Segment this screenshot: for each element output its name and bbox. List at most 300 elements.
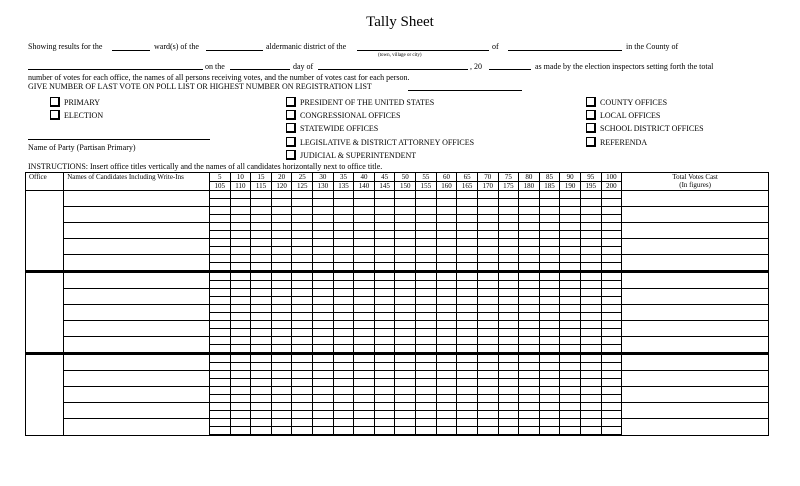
- tally-cell[interactable]: [457, 272, 478, 281]
- tally-cell[interactable]: [436, 223, 457, 231]
- tally-cell[interactable]: [477, 371, 498, 379]
- tally-cell[interactable]: [313, 337, 334, 345]
- tally-cell[interactable]: [601, 281, 622, 289]
- office-cell[interactable]: [26, 191, 64, 272]
- tally-cell[interactable]: [313, 427, 334, 436]
- tally-cell[interactable]: [601, 191, 622, 199]
- tally-cell[interactable]: [333, 427, 354, 436]
- tally-cell[interactable]: [416, 329, 437, 337]
- tally-cell[interactable]: [580, 239, 601, 247]
- tally-cell[interactable]: [313, 411, 334, 419]
- tally-cell[interactable]: [292, 379, 313, 387]
- tally-cell[interactable]: [560, 363, 581, 371]
- tally-cell[interactable]: [251, 255, 272, 263]
- tally-cell[interactable]: [374, 345, 395, 354]
- tally-cell[interactable]: [292, 395, 313, 403]
- tally-cell[interactable]: [457, 297, 478, 305]
- tally-cell[interactable]: [292, 345, 313, 354]
- tally-cell[interactable]: [313, 281, 334, 289]
- option-primary[interactable]: PRIMARY: [50, 98, 100, 108]
- tally-cell[interactable]: [560, 239, 581, 247]
- tally-cell[interactable]: [374, 329, 395, 337]
- tally-cell[interactable]: [580, 354, 601, 363]
- tally-cell[interactable]: [416, 255, 437, 263]
- tally-cell[interactable]: [457, 305, 478, 313]
- tally-cell[interactable]: [313, 354, 334, 363]
- tally-cell[interactable]: [251, 313, 272, 321]
- tally-cell[interactable]: [560, 297, 581, 305]
- tally-cell[interactable]: [539, 215, 560, 223]
- tally-cell[interactable]: [416, 247, 437, 255]
- tally-cell[interactable]: [580, 411, 601, 419]
- tally-cell[interactable]: [580, 255, 601, 263]
- option-congressional[interactable]: CONGRESSIONAL OFFICES: [286, 111, 400, 121]
- tally-cell[interactable]: [416, 321, 437, 329]
- tally-cell[interactable]: [374, 215, 395, 223]
- tally-cell[interactable]: [251, 297, 272, 305]
- tally-cell[interactable]: [601, 363, 622, 371]
- tally-cell[interactable]: [230, 345, 251, 354]
- tally-cell[interactable]: [436, 215, 457, 223]
- tally-cell[interactable]: [251, 305, 272, 313]
- tally-cell[interactable]: [498, 305, 519, 313]
- tally-cell[interactable]: [292, 263, 313, 272]
- tally-cell[interactable]: [519, 321, 540, 329]
- tally-cell[interactable]: [209, 411, 230, 419]
- tally-cell[interactable]: [498, 337, 519, 345]
- tally-cell[interactable]: [395, 387, 416, 395]
- tally-cell[interactable]: [395, 411, 416, 419]
- tally-cell[interactable]: [498, 297, 519, 305]
- tally-cell[interactable]: [292, 411, 313, 419]
- tally-cell[interactable]: [601, 371, 622, 379]
- party-field[interactable]: [28, 139, 210, 140]
- tally-cell[interactable]: [539, 419, 560, 427]
- tally-cell[interactable]: [230, 199, 251, 207]
- tally-cell[interactable]: [333, 419, 354, 427]
- tally-cell[interactable]: [539, 247, 560, 255]
- total-votes-cell[interactable]: [622, 321, 769, 337]
- tally-cell[interactable]: [580, 289, 601, 297]
- tally-cell[interactable]: [560, 255, 581, 263]
- tally-cell[interactable]: [209, 395, 230, 403]
- total-votes-cell[interactable]: [622, 289, 769, 305]
- tally-cell[interactable]: [539, 371, 560, 379]
- tally-cell[interactable]: [457, 215, 478, 223]
- option-judicial[interactable]: JUDICIAL & SUPERINTENDENT: [286, 151, 416, 161]
- tally-cell[interactable]: [457, 329, 478, 337]
- tally-cell[interactable]: [477, 289, 498, 297]
- tally-cell[interactable]: [601, 231, 622, 239]
- tally-cell[interactable]: [519, 207, 540, 215]
- tally-cell[interactable]: [292, 321, 313, 329]
- tally-cell[interactable]: [519, 223, 540, 231]
- tally-cell[interactable]: [333, 289, 354, 297]
- tally-cell[interactable]: [251, 272, 272, 281]
- tally-cell[interactable]: [436, 379, 457, 387]
- tally-cell[interactable]: [354, 239, 375, 247]
- tally-cell[interactable]: [333, 379, 354, 387]
- tally-cell[interactable]: [519, 297, 540, 305]
- tally-cell[interactable]: [354, 379, 375, 387]
- tally-cell[interactable]: [416, 419, 437, 427]
- tally-cell[interactable]: [457, 289, 478, 297]
- tally-cell[interactable]: [230, 247, 251, 255]
- total-votes-cell[interactable]: [622, 207, 769, 223]
- tally-cell[interactable]: [271, 305, 292, 313]
- tally-cell[interactable]: [601, 255, 622, 263]
- tally-cell[interactable]: [477, 272, 498, 281]
- tally-cell[interactable]: [560, 313, 581, 321]
- tally-cell[interactable]: [395, 263, 416, 272]
- tally-cell[interactable]: [539, 354, 560, 363]
- tally-cell[interactable]: [601, 199, 622, 207]
- tally-cell[interactable]: [580, 427, 601, 436]
- tally-cell[interactable]: [354, 337, 375, 345]
- tally-cell[interactable]: [519, 247, 540, 255]
- tally-cell[interactable]: [580, 305, 601, 313]
- total-votes-cell[interactable]: [622, 354, 769, 371]
- tally-cell[interactable]: [230, 313, 251, 321]
- tally-cell[interactable]: [457, 419, 478, 427]
- tally-cell[interactable]: [416, 215, 437, 223]
- tally-cell[interactable]: [416, 263, 437, 272]
- tally-cell[interactable]: [519, 403, 540, 411]
- tally-cell[interactable]: [230, 231, 251, 239]
- tally-cell[interactable]: [457, 379, 478, 387]
- tally-cell[interactable]: [539, 313, 560, 321]
- tally-cell[interactable]: [209, 379, 230, 387]
- tally-cell[interactable]: [333, 313, 354, 321]
- tally-cell[interactable]: [601, 247, 622, 255]
- tally-cell[interactable]: [313, 297, 334, 305]
- tally-cell[interactable]: [395, 427, 416, 436]
- tally-cell[interactable]: [395, 289, 416, 297]
- tally-cell[interactable]: [580, 199, 601, 207]
- candidate-name-cell[interactable]: [64, 272, 210, 289]
- tally-cell[interactable]: [436, 363, 457, 371]
- tally-cell[interactable]: [395, 321, 416, 329]
- tally-cell[interactable]: [354, 313, 375, 321]
- total-votes-cell[interactable]: [622, 272, 769, 289]
- tally-cell[interactable]: [313, 231, 334, 239]
- tally-cell[interactable]: [580, 191, 601, 199]
- tally-cell[interactable]: [271, 371, 292, 379]
- tally-cell[interactable]: [539, 255, 560, 263]
- tally-cell[interactable]: [230, 403, 251, 411]
- tally-cell[interactable]: [354, 223, 375, 231]
- tally-cell[interactable]: [313, 395, 334, 403]
- tally-cell[interactable]: [580, 223, 601, 231]
- tally-cell[interactable]: [251, 239, 272, 247]
- tally-cell[interactable]: [395, 255, 416, 263]
- tally-cell[interactable]: [477, 207, 498, 215]
- tally-cell[interactable]: [477, 321, 498, 329]
- tally-cell[interactable]: [271, 247, 292, 255]
- tally-cell[interactable]: [374, 387, 395, 395]
- tally-cell[interactable]: [477, 345, 498, 354]
- tally-cell[interactable]: [519, 411, 540, 419]
- tally-cell[interactable]: [416, 223, 437, 231]
- tally-cell[interactable]: [601, 207, 622, 215]
- tally-cell[interactable]: [251, 329, 272, 337]
- tally-cell[interactable]: [333, 411, 354, 419]
- tally-cell[interactable]: [230, 281, 251, 289]
- tally-cell[interactable]: [292, 419, 313, 427]
- tally-cell[interactable]: [580, 263, 601, 272]
- tally-cell[interactable]: [416, 207, 437, 215]
- tally-cell[interactable]: [601, 395, 622, 403]
- tally-cell[interactable]: [457, 255, 478, 263]
- tally-cell[interactable]: [560, 321, 581, 329]
- tally-cell[interactable]: [230, 411, 251, 419]
- candidate-name-cell[interactable]: [64, 239, 210, 255]
- tally-cell[interactable]: [436, 321, 457, 329]
- tally-cell[interactable]: [374, 313, 395, 321]
- tally-cell[interactable]: [580, 215, 601, 223]
- tally-cell[interactable]: [519, 313, 540, 321]
- tally-cell[interactable]: [333, 395, 354, 403]
- tally-cell[interactable]: [230, 395, 251, 403]
- tally-cell[interactable]: [333, 255, 354, 263]
- tally-cell[interactable]: [539, 403, 560, 411]
- candidate-name-cell[interactable]: [64, 387, 210, 403]
- tally-cell[interactable]: [601, 313, 622, 321]
- tally-cell[interactable]: [354, 411, 375, 419]
- tally-cell[interactable]: [354, 255, 375, 263]
- tally-cell[interactable]: [601, 419, 622, 427]
- tally-cell[interactable]: [498, 395, 519, 403]
- tally-cell[interactable]: [230, 255, 251, 263]
- tally-cell[interactable]: [395, 419, 416, 427]
- tally-cell[interactable]: [498, 191, 519, 199]
- tally-cell[interactable]: [271, 345, 292, 354]
- tally-cell[interactable]: [539, 321, 560, 329]
- county-municipality-field[interactable]: [508, 50, 622, 51]
- tally-cell[interactable]: [271, 411, 292, 419]
- tally-cell[interactable]: [292, 199, 313, 207]
- tally-cell[interactable]: [457, 345, 478, 354]
- tally-cell[interactable]: [477, 419, 498, 427]
- tally-cell[interactable]: [519, 263, 540, 272]
- total-votes-cell[interactable]: [622, 223, 769, 239]
- last-vote-field[interactable]: [408, 90, 522, 91]
- tally-cell[interactable]: [333, 371, 354, 379]
- tally-cell[interactable]: [560, 272, 581, 281]
- tally-cell[interactable]: [271, 419, 292, 427]
- tally-cell[interactable]: [292, 289, 313, 297]
- tally-cell[interactable]: [498, 263, 519, 272]
- candidate-name-cell[interactable]: [64, 305, 210, 321]
- tally-cell[interactable]: [374, 395, 395, 403]
- candidate-name-cell[interactable]: [64, 191, 210, 207]
- tally-cell[interactable]: [374, 223, 395, 231]
- tally-cell[interactable]: [477, 387, 498, 395]
- tally-cell[interactable]: [498, 215, 519, 223]
- tally-cell[interactable]: [333, 223, 354, 231]
- tally-cell[interactable]: [271, 337, 292, 345]
- tally-cell[interactable]: [560, 419, 581, 427]
- tally-cell[interactable]: [539, 263, 560, 272]
- tally-cell[interactable]: [416, 345, 437, 354]
- tally-cell[interactable]: [436, 403, 457, 411]
- tally-cell[interactable]: [519, 215, 540, 223]
- tally-cell[interactable]: [416, 305, 437, 313]
- total-votes-cell[interactable]: [622, 337, 769, 354]
- tally-cell[interactable]: [292, 281, 313, 289]
- tally-cell[interactable]: [374, 297, 395, 305]
- tally-cell[interactable]: [498, 321, 519, 329]
- office-cell[interactable]: [26, 272, 64, 354]
- tally-cell[interactable]: [251, 379, 272, 387]
- tally-cell[interactable]: [539, 363, 560, 371]
- tally-cell[interactable]: [477, 395, 498, 403]
- municipality-field[interactable]: [357, 50, 489, 51]
- tally-cell[interactable]: [519, 289, 540, 297]
- tally-cell[interactable]: [374, 263, 395, 272]
- option-school-district[interactable]: SCHOOL DISTRICT OFFICES: [586, 124, 704, 134]
- candidate-name-cell[interactable]: [64, 419, 210, 436]
- tally-cell[interactable]: [354, 427, 375, 436]
- tally-cell[interactable]: [539, 199, 560, 207]
- tally-cell[interactable]: [477, 191, 498, 199]
- tally-cell[interactable]: [333, 387, 354, 395]
- candidate-name-cell[interactable]: [64, 337, 210, 354]
- tally-cell[interactable]: [416, 387, 437, 395]
- tally-cell[interactable]: [457, 223, 478, 231]
- tally-cell[interactable]: [251, 199, 272, 207]
- tally-cell[interactable]: [333, 281, 354, 289]
- tally-cell[interactable]: [457, 337, 478, 345]
- tally-cell[interactable]: [519, 239, 540, 247]
- tally-cell[interactable]: [271, 191, 292, 199]
- tally-cell[interactable]: [374, 272, 395, 281]
- tally-cell[interactable]: [560, 379, 581, 387]
- tally-cell[interactable]: [230, 289, 251, 297]
- tally-cell[interactable]: [292, 191, 313, 199]
- tally-cell[interactable]: [374, 354, 395, 363]
- tally-cell[interactable]: [395, 345, 416, 354]
- tally-cell[interactable]: [395, 272, 416, 281]
- tally-cell[interactable]: [395, 281, 416, 289]
- tally-cell[interactable]: [251, 411, 272, 419]
- tally-cell[interactable]: [519, 272, 540, 281]
- tally-cell[interactable]: [230, 371, 251, 379]
- tally-cell[interactable]: [374, 239, 395, 247]
- tally-cell[interactable]: [251, 419, 272, 427]
- tally-cell[interactable]: [519, 281, 540, 289]
- tally-cell[interactable]: [498, 371, 519, 379]
- tally-cell[interactable]: [374, 199, 395, 207]
- tally-cell[interactable]: [251, 337, 272, 345]
- tally-cell[interactable]: [580, 247, 601, 255]
- ward-field[interactable]: [112, 50, 150, 51]
- tally-cell[interactable]: [333, 207, 354, 215]
- tally-cell[interactable]: [251, 387, 272, 395]
- tally-cell[interactable]: [313, 379, 334, 387]
- tally-cell[interactable]: [416, 379, 437, 387]
- tally-cell[interactable]: [230, 207, 251, 215]
- tally-cell[interactable]: [539, 191, 560, 199]
- tally-cell[interactable]: [539, 379, 560, 387]
- tally-cell[interactable]: [580, 419, 601, 427]
- tally-cell[interactable]: [560, 403, 581, 411]
- tally-cell[interactable]: [519, 379, 540, 387]
- tally-cell[interactable]: [477, 263, 498, 272]
- tally-cell[interactable]: [580, 403, 601, 411]
- tally-cell[interactable]: [333, 337, 354, 345]
- candidate-name-cell[interactable]: [64, 223, 210, 239]
- tally-cell[interactable]: [601, 263, 622, 272]
- tally-cell[interactable]: [601, 403, 622, 411]
- tally-cell[interactable]: [354, 191, 375, 199]
- tally-cell[interactable]: [230, 305, 251, 313]
- tally-cell[interactable]: [477, 329, 498, 337]
- tally-cell[interactable]: [209, 191, 230, 199]
- tally-cell[interactable]: [230, 379, 251, 387]
- tally-cell[interactable]: [498, 345, 519, 354]
- tally-cell[interactable]: [209, 305, 230, 313]
- tally-cell[interactable]: [457, 281, 478, 289]
- tally-cell[interactable]: [313, 305, 334, 313]
- tally-cell[interactable]: [354, 297, 375, 305]
- tally-cell[interactable]: [209, 321, 230, 329]
- tally-cell[interactable]: [292, 231, 313, 239]
- tally-cell[interactable]: [292, 305, 313, 313]
- tally-cell[interactable]: [498, 231, 519, 239]
- tally-cell[interactable]: [457, 247, 478, 255]
- tally-cell[interactable]: [374, 231, 395, 239]
- tally-cell[interactable]: [209, 223, 230, 231]
- tally-cell[interactable]: [457, 191, 478, 199]
- tally-cell[interactable]: [333, 272, 354, 281]
- tally-cell[interactable]: [354, 305, 375, 313]
- tally-cell[interactable]: [601, 223, 622, 231]
- tally-cell[interactable]: [333, 329, 354, 337]
- tally-cell[interactable]: [436, 231, 457, 239]
- tally-cell[interactable]: [251, 371, 272, 379]
- tally-cell[interactable]: [477, 247, 498, 255]
- tally-cell[interactable]: [271, 363, 292, 371]
- tally-cell[interactable]: [209, 255, 230, 263]
- tally-cell[interactable]: [539, 387, 560, 395]
- tally-cell[interactable]: [498, 354, 519, 363]
- tally-cell[interactable]: [560, 354, 581, 363]
- tally-cell[interactable]: [333, 354, 354, 363]
- tally-cell[interactable]: [354, 247, 375, 255]
- tally-cell[interactable]: [539, 239, 560, 247]
- tally-cell[interactable]: [519, 231, 540, 239]
- tally-cell[interactable]: [209, 281, 230, 289]
- tally-cell[interactable]: [601, 272, 622, 281]
- tally-cell[interactable]: [209, 337, 230, 345]
- tally-cell[interactable]: [457, 387, 478, 395]
- tally-cell[interactable]: [271, 272, 292, 281]
- tally-cell[interactable]: [230, 239, 251, 247]
- tally-cell[interactable]: [560, 387, 581, 395]
- tally-cell[interactable]: [292, 427, 313, 436]
- tally-cell[interactable]: [395, 313, 416, 321]
- tally-cell[interactable]: [416, 199, 437, 207]
- tally-cell[interactable]: [539, 345, 560, 354]
- tally-cell[interactable]: [560, 411, 581, 419]
- tally-cell[interactable]: [436, 289, 457, 297]
- tally-cell[interactable]: [457, 403, 478, 411]
- tally-cell[interactable]: [313, 215, 334, 223]
- tally-cell[interactable]: [292, 313, 313, 321]
- tally-cell[interactable]: [436, 272, 457, 281]
- tally-cell[interactable]: [354, 371, 375, 379]
